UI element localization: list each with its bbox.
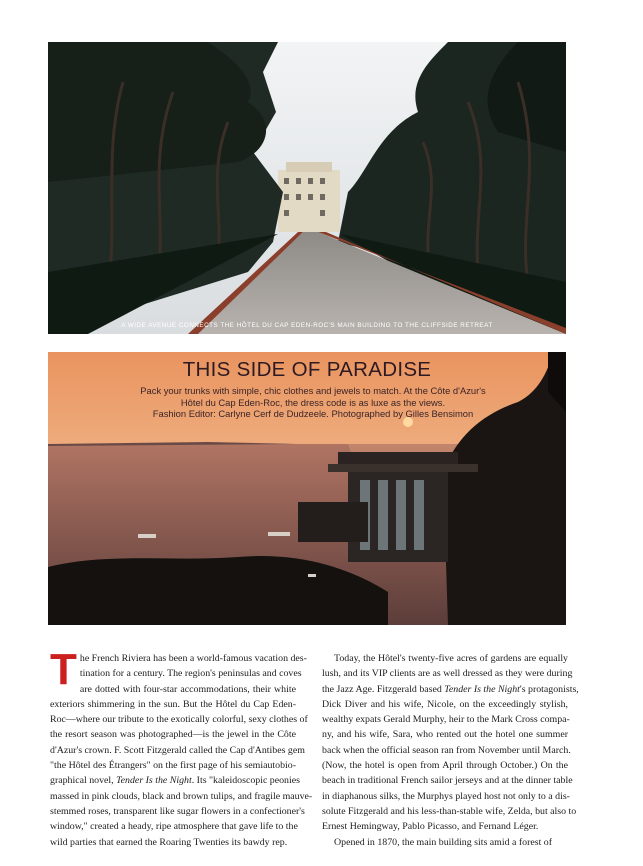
- body-line: tination for a century. The region's peninsulas and coves: [79, 668, 302, 680]
- body-line: Roc—where our tribute to the exotically colorful, sexy clothes of: [50, 714, 308, 726]
- avenue-photo: [48, 42, 566, 334]
- body-line: wealthy expats Gerald Murphy, heir to the Mark Cross compa-: [322, 714, 570, 726]
- body-column-1: [50, 645, 313, 850]
- body-line: "the Hôtel des Étrangers" on the first page of his semiautobio-: [50, 760, 296, 772]
- body-line: solute Fitzgerald and his less-than-stable wife, Zelda, but also to: [322, 805, 577, 817]
- body-line: beach in traditional French sailor jerseys and at the dinner table: [322, 775, 573, 787]
- body-text: graphical novel,: [50, 775, 117, 787]
- body-line: back when the official season ran from November until March.: [322, 744, 571, 756]
- body-line: Dick Diver and his wife, Nicole, on the exceedingly stylish,: [322, 698, 568, 710]
- body-text: . Its "kaleidoscopic peonies: [191, 775, 300, 787]
- dek-line-1: Pack your trunks with simple, chic clothes and jewels to match. At the Côte d'Azur's: [140, 385, 486, 396]
- avenue-photo-image: [48, 42, 566, 334]
- body-line: Ernest Hemingway, Pablo Picasso, and Fernand Léger.: [322, 821, 539, 833]
- body-line: ny, and his wife, Sara, who rented out the hotel one summer: [322, 729, 568, 741]
- dek-line-2: Hôtel du Cap Eden-Roc, the dress code is as luxe as the views.: [180, 396, 446, 408]
- body-line: are dotted with four-star accommodations, their white: [79, 683, 296, 695]
- body-line: [322, 682, 579, 697]
- book-title: Tender Is the Night: [116, 775, 192, 787]
- drop-cap: T: [50, 645, 77, 694]
- body-line: lush, and its VIP clients are as well dressed as they were during: [322, 668, 573, 680]
- body-line: stemmed roses, transparent like sugar flowers in a confectioner's: [50, 805, 305, 817]
- book-title: Tender Is the Night: [444, 683, 520, 695]
- body-line: window," created a heady, ripe atmosphere that gave life to the: [50, 821, 298, 833]
- sunset-terrace-photo: [48, 352, 566, 625]
- body-line: (Now, the hotel is open from April through October.) On the: [322, 760, 568, 772]
- body-text: the Jazz Age. Fitzgerald based: [322, 683, 445, 695]
- fashion-credits: Fashion Editor: Carlyne Cerf de Dudzeele. Photographed by Gilles Bensimon: [152, 408, 474, 419]
- body-line: Opened in 1870, the main building sits amid a forest of: [334, 836, 553, 848]
- feature-headline: THIS SIDE OF PARADISE: [182, 358, 432, 381]
- body-line: he French Riviera has been a world-famous vacation des-: [79, 653, 307, 664]
- body-line: in diaphanous silks, the Murphys played host not only to a dis-: [322, 790, 570, 802]
- body-line: massed in pink clouds, black and brown tulips, and fragile mauve-: [50, 790, 313, 802]
- photo-caption: A WIDE AVENUE CONNECTS THE HÔTEL DU CAP EDEN-ROC'S MAIN BUILDING TO THE CLIFFSIDE RETREAT: [121, 322, 493, 329]
- body-text: 's protagonists,: [519, 683, 579, 695]
- body-line: the resort season was photographed—is the jewel in the Côte: [50, 729, 296, 741]
- feature-dek: [78, 385, 548, 408]
- body-line: exteriors shimmering in the sun. But the Hôtel du Cap Eden-: [50, 698, 296, 710]
- body-line: [50, 773, 300, 788]
- body-line: Today, the Hôtel's twenty-five acres of gardens are equally: [334, 653, 568, 664]
- body-line: d'Azur's crown. F. Scott Fitzgerald called the Cap d'Antibes gem: [50, 744, 305, 756]
- body-column-2: [322, 651, 579, 850]
- body-line: wild parties that earned the Roaring Twenties its bawdy rep.: [50, 836, 288, 848]
